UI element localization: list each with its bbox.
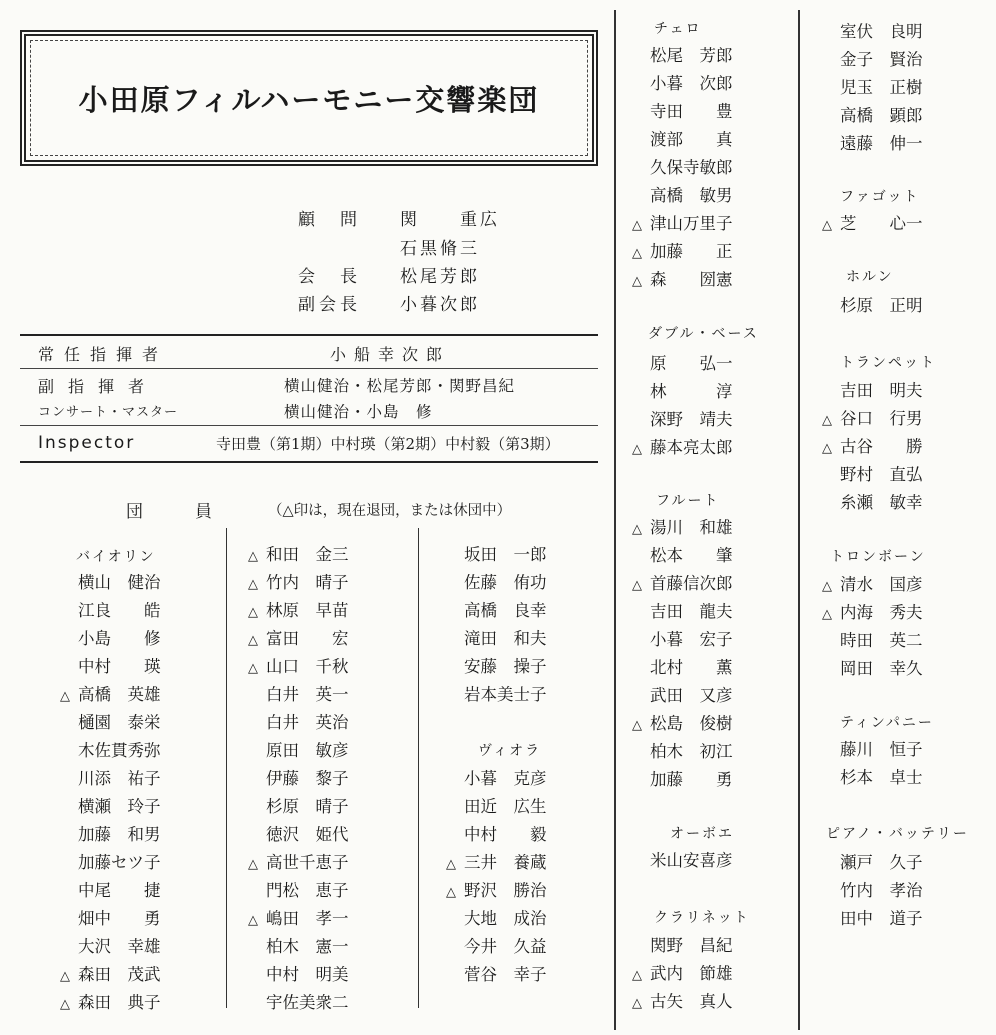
member-entry bbox=[822, 377, 923, 401]
inspector-names: 寺田豊（第1期）中村瑛（第2期）中村毅（第3期） bbox=[216, 435, 560, 453]
column-divider-1 bbox=[226, 528, 227, 1008]
member-name: 高橋 顕郎 bbox=[840, 106, 923, 125]
member-entry bbox=[822, 18, 923, 42]
member-entry bbox=[446, 961, 547, 985]
officer-role-president: 会 長 bbox=[298, 267, 361, 287]
member-entry bbox=[632, 126, 733, 150]
member-entry bbox=[822, 655, 923, 679]
member-entry bbox=[822, 849, 923, 873]
member-entry bbox=[822, 130, 923, 154]
member-name: 高橋 英雄 bbox=[78, 685, 161, 704]
member-entry bbox=[632, 654, 733, 678]
officer-name-vice-president: 小暮次郎 bbox=[400, 295, 480, 315]
member-entry bbox=[248, 793, 349, 817]
member-entry bbox=[632, 182, 733, 206]
member-entry bbox=[446, 569, 547, 593]
member-name: 津山万里子 bbox=[650, 214, 733, 233]
withdrawn-mark: △ bbox=[248, 633, 258, 648]
member-entry bbox=[632, 98, 733, 122]
member-name: 森田 典子 bbox=[78, 993, 161, 1012]
column-divider-2 bbox=[418, 528, 419, 1008]
member-name: 畑中 勇 bbox=[78, 909, 161, 928]
member-entry bbox=[632, 378, 733, 402]
member-name: 武内 節雄 bbox=[650, 964, 733, 983]
member-entry bbox=[632, 350, 733, 374]
member-name: 杉原 晴子 bbox=[266, 797, 349, 816]
member-entry bbox=[632, 932, 733, 956]
member-entry bbox=[632, 988, 733, 1012]
member-name: 大地 成治 bbox=[464, 909, 547, 928]
member-name: 金子 賢治 bbox=[840, 50, 923, 69]
concert-master-label: コンサート・マスター bbox=[38, 405, 179, 420]
member-name: 三井 養蔵 bbox=[464, 853, 547, 872]
staff-rule-2 bbox=[20, 425, 598, 426]
member-name: 渡部 真 bbox=[650, 130, 733, 149]
member-entry bbox=[60, 961, 161, 985]
member-name: 小暮 次郎 bbox=[650, 74, 733, 93]
withdrawn-mark: △ bbox=[446, 885, 456, 900]
member-name: 佐藤 侑功 bbox=[464, 573, 547, 592]
conductor-label: 常任指揮者 bbox=[38, 345, 169, 364]
withdrawn-mark: △ bbox=[632, 996, 642, 1011]
member-name: 竹内 晴子 bbox=[266, 573, 349, 592]
member-entry bbox=[632, 406, 733, 430]
member-entry bbox=[822, 210, 923, 234]
member-name: 吉田 明夫 bbox=[840, 381, 923, 400]
member-entry bbox=[248, 541, 349, 565]
member-name: 糸瀬 敏幸 bbox=[840, 493, 923, 512]
member-name: 小暮 克彦 bbox=[464, 769, 547, 788]
member-name: 嶋田 孝一 bbox=[266, 909, 349, 928]
section-violin: バイオリン bbox=[76, 549, 156, 565]
withdrawn-mark: △ bbox=[632, 274, 642, 289]
member-name: 田近 広生 bbox=[464, 797, 547, 816]
withdrawn-mark: △ bbox=[632, 718, 642, 733]
member-name: 古谷 勝 bbox=[840, 437, 923, 456]
member-entry bbox=[822, 571, 923, 595]
member-entry bbox=[60, 597, 161, 621]
member-name: 芝 心一 bbox=[840, 214, 923, 233]
member-entry bbox=[632, 154, 733, 178]
member-name: 加藤 和男 bbox=[78, 825, 161, 844]
withdrawn-mark: △ bbox=[248, 549, 258, 564]
staff-rule-1 bbox=[20, 368, 598, 369]
member-entry bbox=[60, 737, 161, 761]
member-entry bbox=[248, 737, 349, 761]
member-name: 門松 恵子 bbox=[266, 881, 349, 900]
member-entry bbox=[632, 626, 733, 650]
withdrawn-mark: △ bbox=[248, 913, 258, 928]
column-divider-4 bbox=[798, 10, 800, 1030]
section-oboe: オーボエ bbox=[670, 826, 734, 842]
member-entry bbox=[60, 905, 161, 929]
member-entry bbox=[446, 541, 547, 565]
member-name: 北村 薫 bbox=[650, 658, 733, 677]
member-name: 柏木 初江 bbox=[650, 742, 733, 761]
member-entry bbox=[248, 989, 349, 1013]
member-entry bbox=[60, 821, 161, 845]
member-entry bbox=[248, 849, 349, 873]
member-name: 滝田 和夫 bbox=[464, 629, 547, 648]
member-name: 徳沢 姫代 bbox=[266, 825, 349, 844]
member-entry bbox=[822, 74, 923, 98]
member-name: 小暮 宏子 bbox=[650, 630, 733, 649]
member-entry bbox=[822, 627, 923, 651]
member-name: 白井 英一 bbox=[266, 685, 349, 704]
member-name: 菅谷 幸子 bbox=[464, 965, 547, 984]
column-divider-3 bbox=[614, 10, 616, 1030]
member-name: 松本 肇 bbox=[650, 546, 733, 565]
member-entry bbox=[60, 625, 161, 649]
officer-role-vice-president: 副会長 bbox=[298, 295, 361, 315]
member-entry bbox=[60, 653, 161, 677]
member-entry bbox=[60, 709, 161, 733]
staff-top-rule bbox=[20, 334, 598, 336]
member-entry bbox=[248, 681, 349, 705]
member-entry bbox=[822, 905, 923, 929]
member-name: 森 圀憲 bbox=[650, 270, 733, 289]
member-entry bbox=[822, 292, 923, 316]
member-name: 白井 英治 bbox=[266, 713, 349, 732]
member-name: 加藤 勇 bbox=[650, 770, 733, 789]
member-entry bbox=[822, 461, 923, 485]
member-name: 加藤セツ子 bbox=[78, 853, 161, 872]
member-name: 清水 国彦 bbox=[840, 575, 923, 594]
inspector-label: Inspector bbox=[38, 433, 136, 453]
member-name: 加藤 正 bbox=[650, 242, 733, 261]
member-entry bbox=[60, 877, 161, 901]
member-entry bbox=[446, 765, 547, 789]
title-box bbox=[20, 30, 598, 166]
section-piano: ピアノ・バッテリー bbox=[826, 826, 969, 842]
member-name: 原 弘一 bbox=[650, 354, 733, 373]
member-name: 富田 宏 bbox=[266, 629, 349, 648]
member-entry bbox=[822, 46, 923, 70]
member-name: 和田 金三 bbox=[266, 545, 349, 564]
withdrawn-mark: △ bbox=[632, 578, 642, 593]
member-name: 久保寺敏郎 bbox=[650, 158, 733, 177]
section-contrabass: ダブル・ベース bbox=[648, 326, 759, 342]
member-name: 中村 毅 bbox=[464, 825, 547, 844]
member-name: 田中 道子 bbox=[840, 909, 923, 928]
member-entry bbox=[248, 933, 349, 957]
member-name: 伊藤 黎子 bbox=[266, 769, 349, 788]
member-entry bbox=[632, 738, 733, 762]
member-entry bbox=[632, 570, 733, 594]
withdrawn-mark: △ bbox=[632, 442, 642, 457]
section-cello: チェロ bbox=[654, 21, 702, 37]
officer-name-advisor-1: 関 重広 bbox=[400, 210, 500, 230]
member-entry bbox=[632, 210, 733, 234]
member-entry bbox=[248, 821, 349, 845]
member-entry bbox=[446, 681, 547, 705]
member-entry bbox=[60, 681, 161, 705]
member-entry bbox=[632, 266, 733, 290]
member-entry bbox=[248, 569, 349, 593]
member-name: 松尾 芳郎 bbox=[650, 46, 733, 65]
member-entry bbox=[446, 849, 547, 873]
member-name: 杉原 正明 bbox=[840, 296, 923, 315]
member-name: 武田 又彦 bbox=[650, 686, 733, 705]
member-entry bbox=[446, 821, 547, 845]
withdrawn-mark: △ bbox=[60, 997, 70, 1012]
member-entry bbox=[632, 238, 733, 262]
member-entry bbox=[632, 434, 733, 458]
section-viola: ヴィオラ bbox=[478, 743, 542, 759]
member-name: 大沢 幸雄 bbox=[78, 937, 161, 956]
member-entry bbox=[248, 765, 349, 789]
withdrawn-mark: △ bbox=[822, 218, 832, 233]
officer-role-advisor: 顧 問 bbox=[298, 210, 361, 230]
member-entry bbox=[60, 989, 161, 1013]
withdrawn-mark: △ bbox=[632, 218, 642, 233]
withdrawn-mark: △ bbox=[60, 969, 70, 984]
member-name: 江良 皓 bbox=[78, 601, 161, 620]
withdrawn-mark: △ bbox=[822, 579, 832, 594]
member-name: 山口 千秋 bbox=[266, 657, 349, 676]
withdrawn-mark: △ bbox=[248, 605, 258, 620]
conductor-name: 小船幸次郎 bbox=[330, 345, 451, 364]
member-name: 藤本亮太郎 bbox=[650, 438, 733, 457]
concert-master-names: 横山健治・小島 修 bbox=[284, 403, 433, 421]
withdrawn-mark: △ bbox=[248, 577, 258, 592]
member-name: 吉田 龍夫 bbox=[650, 602, 733, 621]
member-name: 竹内 孝治 bbox=[840, 881, 923, 900]
member-entry bbox=[822, 764, 923, 788]
member-name: 室伏 良明 bbox=[840, 22, 923, 41]
member-name: 中村 瑛 bbox=[78, 657, 161, 676]
member-entry bbox=[248, 597, 349, 621]
member-name: 谷口 行男 bbox=[840, 409, 923, 428]
member-name: 今井 久益 bbox=[464, 937, 547, 956]
withdrawn-mark: △ bbox=[248, 857, 258, 872]
member-name: 岡田 幸久 bbox=[840, 659, 923, 678]
member-name: 木佐貫秀弥 bbox=[78, 741, 161, 760]
member-entry bbox=[60, 933, 161, 957]
member-entry bbox=[822, 489, 923, 513]
member-name: 横瀬 玲子 bbox=[78, 797, 161, 816]
member-name: 首藤信次郎 bbox=[650, 574, 733, 593]
member-entry bbox=[632, 960, 733, 984]
member-name: 関野 昌紀 bbox=[650, 936, 733, 955]
members-heading: 団 員 bbox=[126, 502, 218, 522]
member-entry bbox=[822, 405, 923, 429]
member-name: 宇佐美衆二 bbox=[266, 993, 349, 1012]
member-name: 野沢 勝治 bbox=[464, 881, 547, 900]
member-name: 時田 英二 bbox=[840, 631, 923, 650]
member-name: 高橋 良幸 bbox=[464, 601, 547, 620]
member-entry bbox=[248, 653, 349, 677]
member-name: 森田 茂武 bbox=[78, 965, 161, 984]
member-entry bbox=[446, 793, 547, 817]
member-name: 藤川 恒子 bbox=[840, 740, 923, 759]
member-name: 深野 靖夫 bbox=[650, 410, 733, 429]
member-name: 川添 祐子 bbox=[78, 769, 161, 788]
member-entry bbox=[822, 433, 923, 457]
withdrawn-mark: △ bbox=[632, 246, 642, 261]
withdrawn-mark: △ bbox=[632, 522, 642, 537]
member-name: 松島 俊樹 bbox=[650, 714, 733, 733]
member-entry bbox=[446, 653, 547, 677]
member-name: 湯川 和雄 bbox=[650, 518, 733, 537]
officer-name-advisor-2: 石黒脩三 bbox=[400, 239, 480, 259]
member-entry bbox=[446, 597, 547, 621]
member-name: 原田 敏彦 bbox=[266, 741, 349, 760]
member-name: 小島 修 bbox=[78, 629, 161, 648]
withdrawn-mark: △ bbox=[822, 413, 832, 428]
withdrawn-mark: △ bbox=[822, 607, 832, 622]
member-entry bbox=[632, 42, 733, 66]
member-entry bbox=[60, 765, 161, 789]
section-timpani: ティンパニー bbox=[840, 715, 934, 731]
officer-name-president: 松尾芳郎 bbox=[400, 267, 480, 287]
member-entry bbox=[822, 736, 923, 760]
member-entry bbox=[632, 766, 733, 790]
member-entry bbox=[632, 598, 733, 622]
member-entry bbox=[248, 709, 349, 733]
member-entry bbox=[632, 847, 733, 871]
member-entry bbox=[446, 905, 547, 929]
member-name: 米山安喜彦 bbox=[650, 851, 733, 870]
member-name: 中尾 捷 bbox=[78, 881, 161, 900]
member-name: 中村 明美 bbox=[266, 965, 349, 984]
section-trumpet: トランペット bbox=[840, 355, 936, 371]
member-name: 古矢 真人 bbox=[650, 992, 733, 1011]
member-entry bbox=[248, 877, 349, 901]
member-entry bbox=[446, 625, 547, 649]
page-title: 小田原フィルハーモニー交響楽団 bbox=[78, 82, 540, 117]
member-entry bbox=[822, 877, 923, 901]
withdrawn-mark: △ bbox=[822, 441, 832, 456]
member-name: 柏木 憲一 bbox=[266, 937, 349, 956]
member-name: 内海 秀夫 bbox=[840, 603, 923, 622]
member-name: 樋園 泰栄 bbox=[78, 713, 161, 732]
section-bassoon: ファゴット bbox=[840, 189, 920, 205]
section-clarinet: クラリネット bbox=[654, 910, 750, 926]
withdrawn-mark: △ bbox=[446, 857, 456, 872]
sub-conductor-names: 横山健治・松尾芳郎・関野昌紀 bbox=[284, 377, 516, 395]
member-entry bbox=[632, 682, 733, 706]
member-entry bbox=[248, 625, 349, 649]
member-name: 林原 早苗 bbox=[266, 601, 349, 620]
member-entry bbox=[248, 905, 349, 929]
section-trombone: トロンボーン bbox=[830, 549, 926, 565]
member-name: 瀬戸 久子 bbox=[840, 853, 923, 872]
member-entry bbox=[60, 569, 161, 593]
staff-bottom-rule bbox=[20, 461, 598, 463]
member-name: 遠藤 伸一 bbox=[840, 134, 923, 153]
member-entry bbox=[822, 599, 923, 623]
member-entry bbox=[446, 933, 547, 957]
member-entry bbox=[632, 514, 733, 538]
member-name: 岩本美士子 bbox=[464, 685, 547, 704]
member-entry bbox=[632, 542, 733, 566]
member-entry bbox=[60, 849, 161, 873]
withdrawn-mark: △ bbox=[632, 968, 642, 983]
member-name: 杉本 卓士 bbox=[840, 768, 923, 787]
section-flute: フルート bbox=[656, 493, 720, 509]
member-entry bbox=[822, 102, 923, 126]
member-entry bbox=[446, 877, 547, 901]
section-horn: ホルン bbox=[846, 269, 894, 285]
member-entry bbox=[248, 961, 349, 985]
members-note: （△印は，現在退団，または休団中） bbox=[268, 503, 512, 519]
member-entry bbox=[632, 70, 733, 94]
member-name: 安藤 操子 bbox=[464, 657, 547, 676]
member-name: 高世千恵子 bbox=[266, 853, 349, 872]
member-name: 寺田 豊 bbox=[650, 102, 733, 121]
member-name: 林 淳 bbox=[650, 382, 733, 401]
member-name: 児玉 正樹 bbox=[840, 78, 923, 97]
withdrawn-mark: △ bbox=[248, 661, 258, 676]
withdrawn-mark: △ bbox=[60, 689, 70, 704]
member-name: 高橋 敏男 bbox=[650, 186, 733, 205]
member-name: 坂田 一郎 bbox=[464, 545, 547, 564]
member-name: 野村 直弘 bbox=[840, 465, 923, 484]
member-entry bbox=[632, 710, 733, 734]
member-name: 横山 健治 bbox=[78, 573, 161, 592]
member-entry bbox=[60, 793, 161, 817]
sub-conductor-label: 副指揮者 bbox=[38, 377, 159, 396]
